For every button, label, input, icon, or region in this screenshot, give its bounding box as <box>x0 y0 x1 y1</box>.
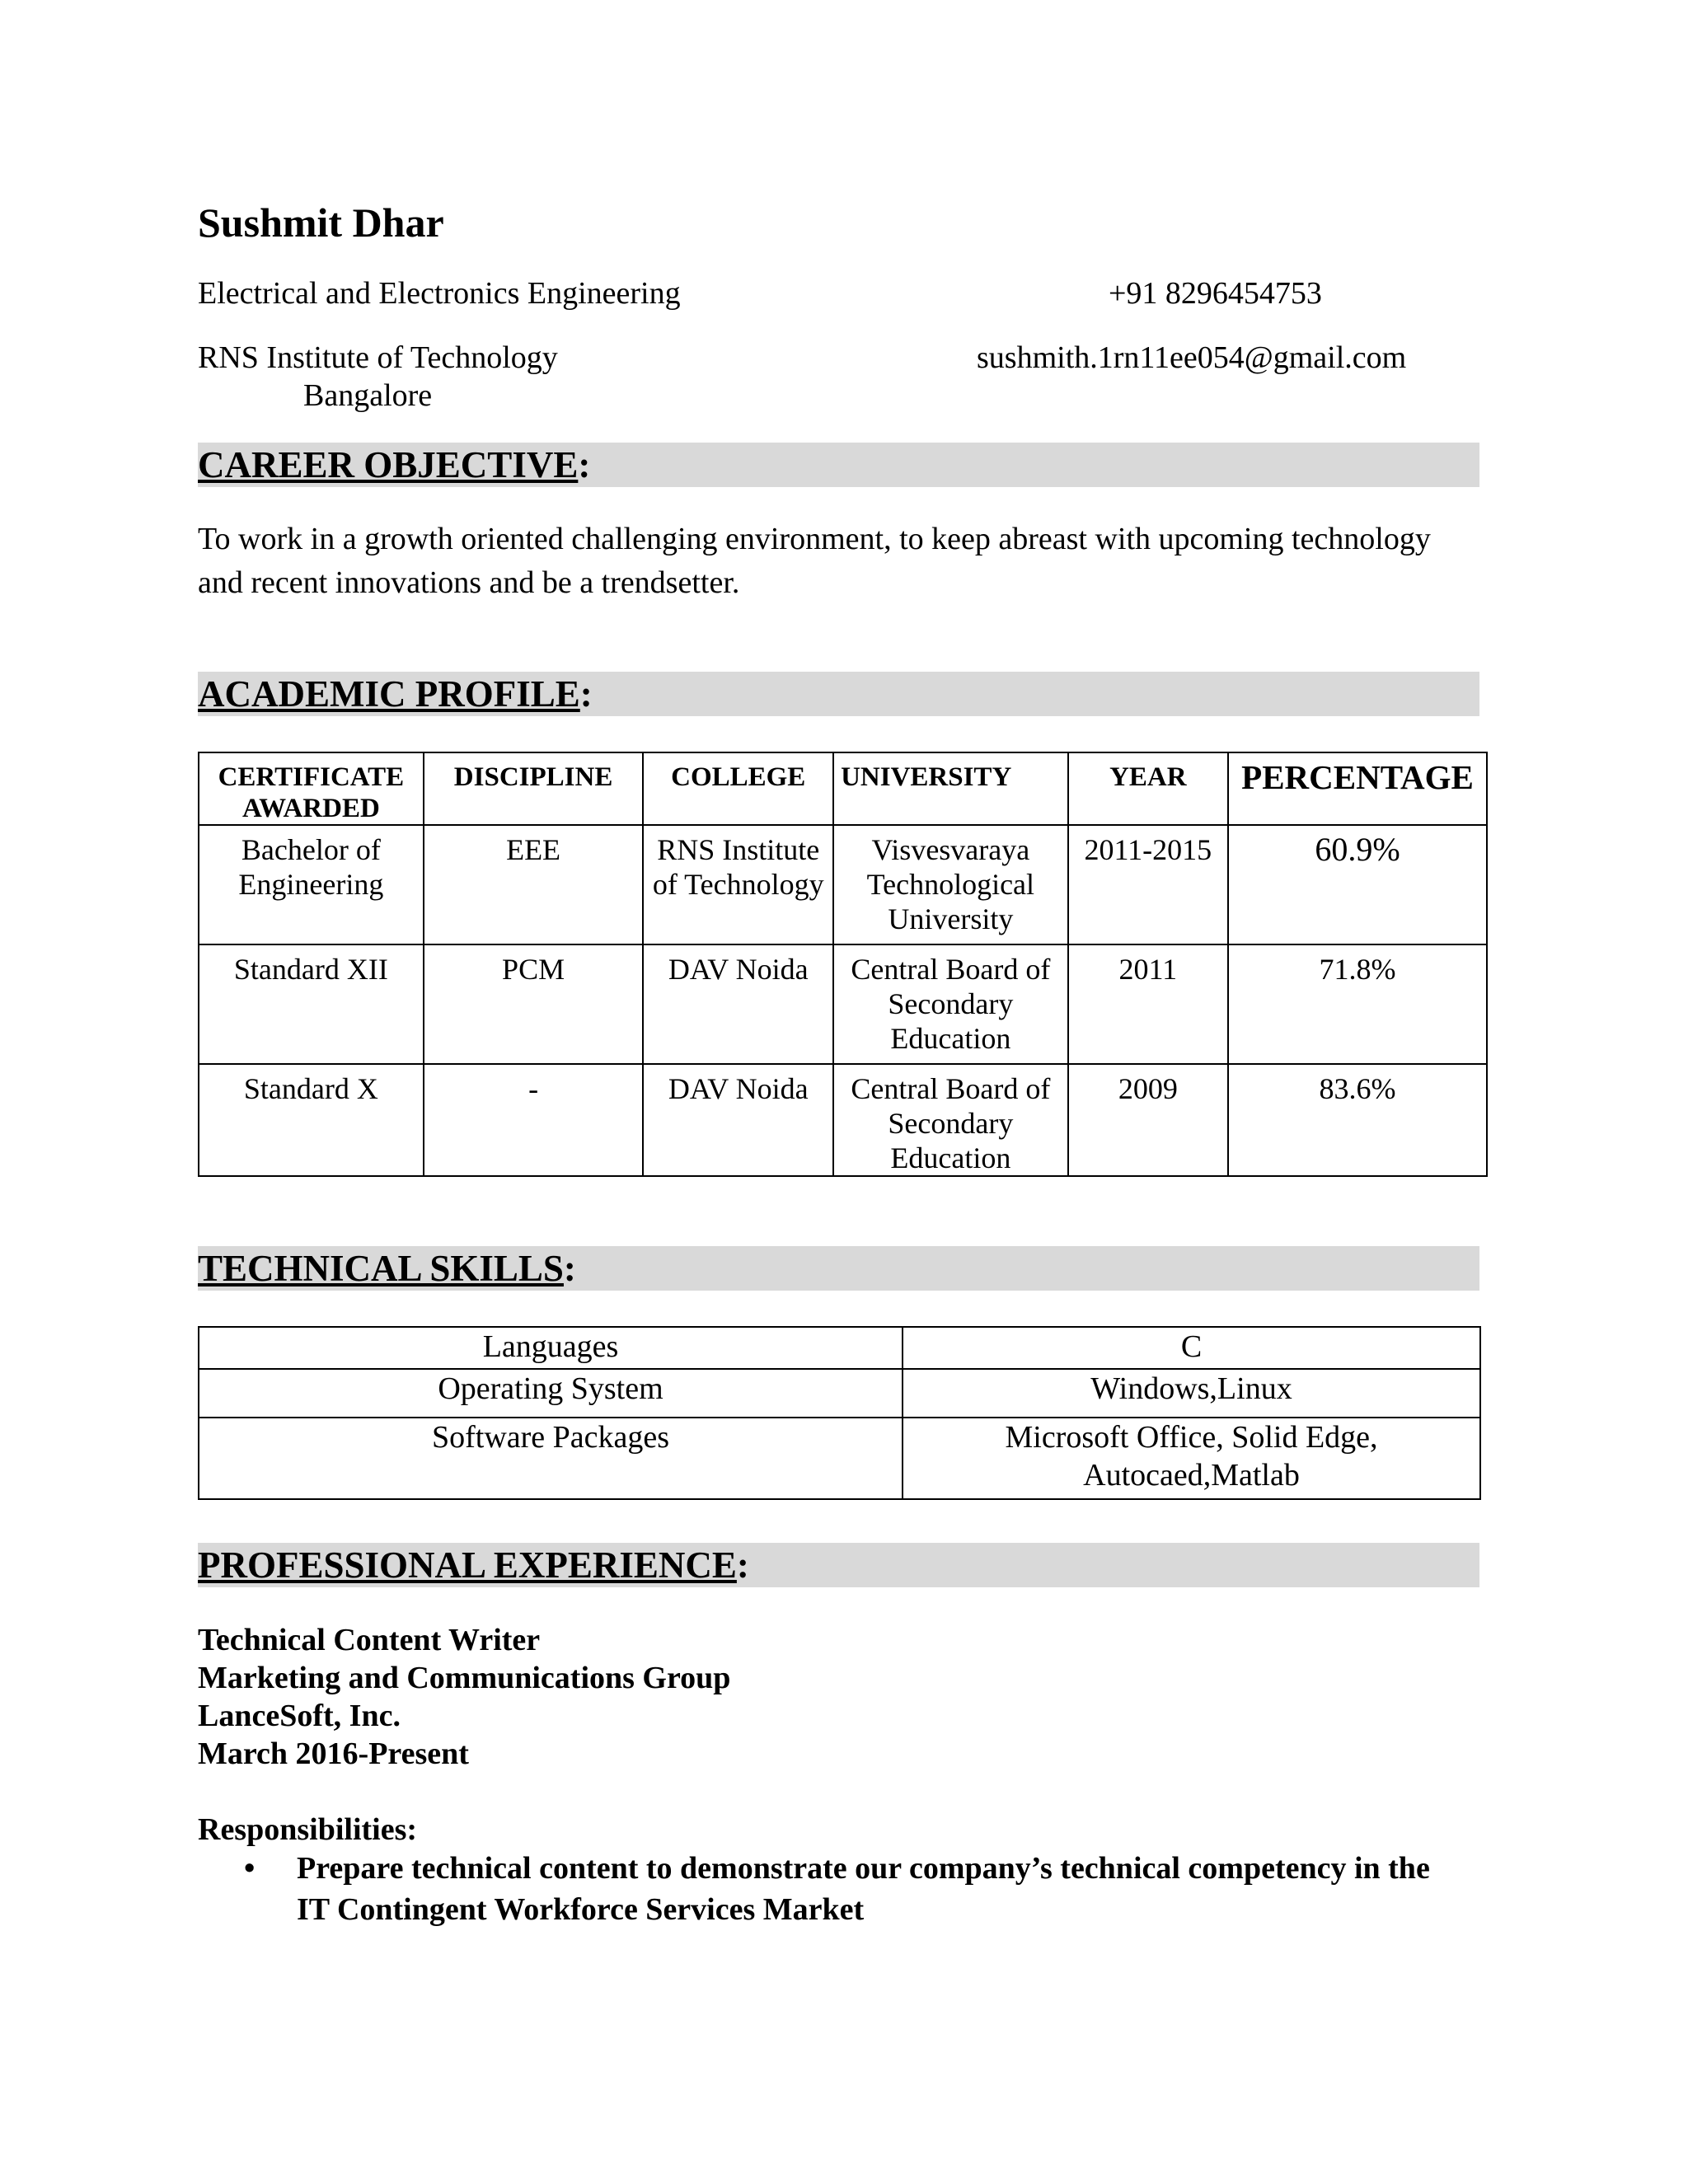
table-cell: Central Board of Secondary Education <box>833 1064 1068 1176</box>
skill-value: Microsoft Office, Solid Edge, Autocaed,Matlab <box>903 1418 1480 1499</box>
table-row <box>199 1064 1487 1176</box>
section-title-academic-profile: ACADEMIC PROFILE: <box>198 673 593 715</box>
skill-category: Languages <box>199 1327 903 1369</box>
institute: RNS Institute of Technology <box>198 340 558 375</box>
table-cell: 2011-2015 <box>1068 825 1228 944</box>
table-cell: - <box>424 1064 644 1176</box>
table-cell: DAV Noida <box>643 1064 833 1176</box>
table-cell: 71.8% <box>1228 944 1487 1064</box>
city: Bangalore <box>303 378 433 413</box>
job-period: March 2016-Present <box>198 1736 469 1771</box>
career-objective-text: To work in a growth oriented challenging environment, to keep abreast with upcoming technology and recent innovations and be a trendsetter. <box>198 522 1431 600</box>
table-row <box>199 1418 1480 1499</box>
col-header-certificate: CERTIFICATE AWARDED <box>199 752 424 825</box>
phone-number: +91 8296454753 <box>1109 276 1322 311</box>
col-header-college: COLLEGE <box>643 752 833 825</box>
table-cell: Standard X <box>199 1064 424 1176</box>
table-cell: 60.9% <box>1228 825 1487 944</box>
table-cell: RNS Institute of Technology <box>643 825 833 944</box>
skill-category: Operating System <box>199 1369 903 1418</box>
col-header-percentage: PERCENTAGE <box>1228 752 1487 825</box>
table-row <box>199 825 1487 944</box>
table-cell: EEE <box>424 825 644 944</box>
skill-value: C <box>903 1327 1480 1369</box>
academic-table-header <box>199 752 1487 825</box>
job-group: Marketing and Communications Group <box>198 1661 731 1695</box>
skills-table <box>198 1326 1481 1500</box>
section-title-career-objective: CAREER OBJECTIVE: <box>198 444 591 485</box>
table-cell: 83.6% <box>1228 1064 1487 1176</box>
table-cell: Standard XII <box>199 944 424 1064</box>
table-cell: 2009 <box>1068 1064 1228 1176</box>
responsibility-item <box>244 1848 1456 1930</box>
table-cell: Visvesvaraya Technological University <box>833 825 1068 944</box>
candidate-name: Sushmit Dhar <box>198 199 444 246</box>
skill-category: Software Packages <box>199 1418 903 1499</box>
table-row <box>199 944 1487 1064</box>
company-name: LanceSoft, Inc. <box>198 1699 401 1733</box>
responsibilities-label: Responsibilities: <box>198 1812 418 1847</box>
department: Electrical and Electronics Engineering <box>198 276 681 311</box>
table-cell: Bachelor of Engineering <box>199 825 424 944</box>
responsibility-text: Prepare technical content to demonstrate our company’s technical competency in the IT Contingent Workforce Services Market <box>297 1851 1430 1927</box>
col-header-year: YEAR <box>1068 752 1228 825</box>
col-header-university: UNIVERSITY <box>833 752 1068 825</box>
section-title-professional-experience: PROFESSIONAL EXPERIENCE: <box>198 1544 749 1586</box>
table-cell: DAV Noida <box>643 944 833 1064</box>
table-row <box>199 1369 1480 1418</box>
bullet-icon: • <box>244 1851 256 1886</box>
email-address: sushmith.1rn11ee054@gmail.com <box>977 340 1407 375</box>
table-cell: PCM <box>424 944 644 1064</box>
col-header-discipline: DISCIPLINE <box>424 752 644 825</box>
section-title-technical-skills: TECHNICAL SKILLS: <box>198 1248 576 1289</box>
table-row <box>199 1327 1480 1369</box>
table-cell: Central Board of Secondary Education <box>833 944 1068 1064</box>
academic-table <box>198 752 1488 1177</box>
skill-value: Windows,Linux <box>903 1369 1480 1418</box>
job-role: Technical Content Writer <box>198 1623 541 1657</box>
table-cell: 2011 <box>1068 944 1228 1064</box>
